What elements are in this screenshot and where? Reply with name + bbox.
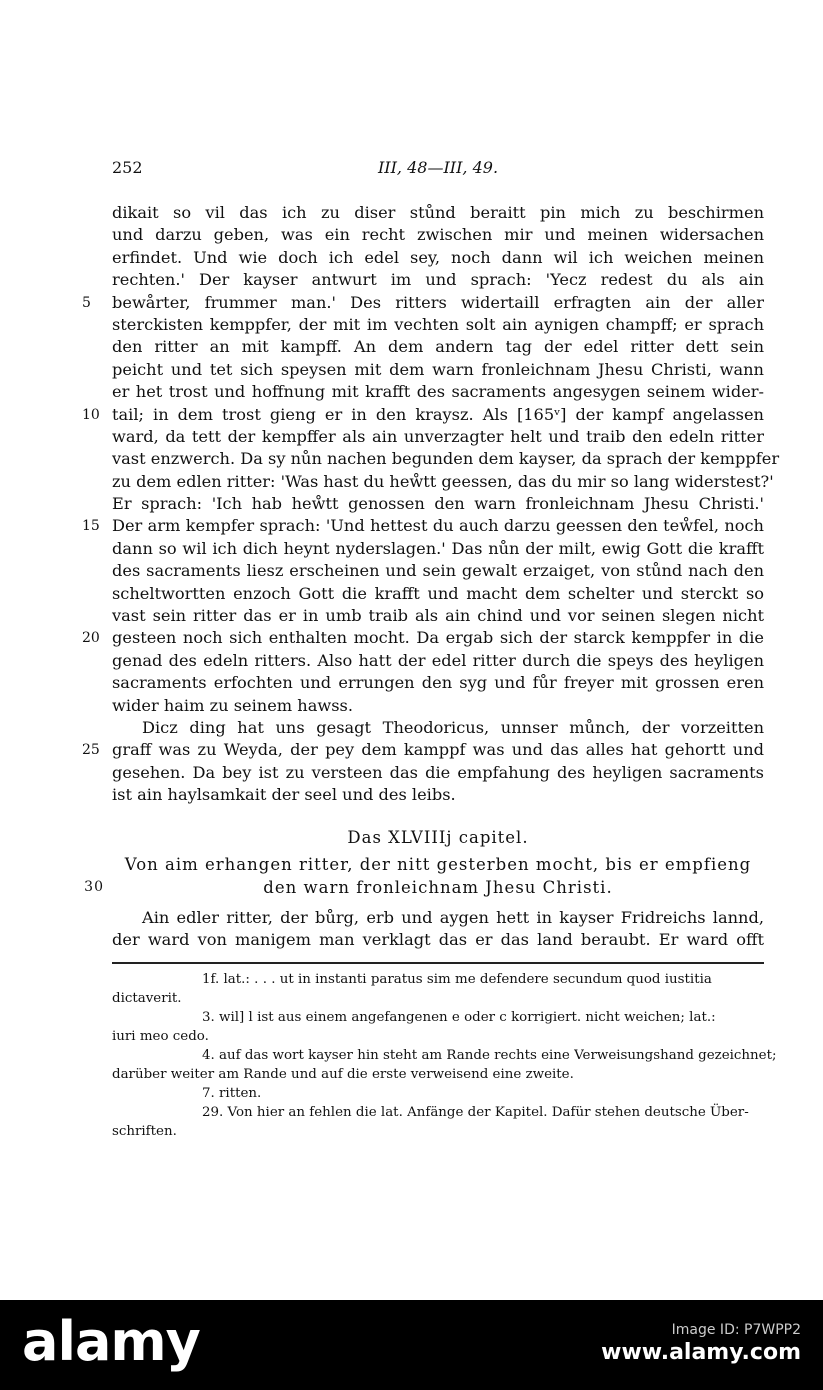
line-text: den ritter an mit kampff. An dem andern tag der edel ritter dett sein (112, 337, 764, 357)
line-text: dann so wil ich dich heynt nyderslagen.' Das nůn der milt, ewig Gott die krafft (112, 538, 764, 558)
text-line (82, 292, 764, 314)
line-text: der ward von manigem man verklagt das er das land beraubt. Er ward offt (112, 929, 764, 949)
footnote-continuation: schriften. (112, 1124, 177, 1139)
text-line (112, 247, 764, 269)
line-text: gesehen. Da bey ist zu versteen das die empfahung des heyligen sacraments (112, 762, 764, 782)
text-line (112, 695, 764, 717)
text-line (112, 717, 764, 739)
text-line (112, 202, 764, 224)
line-text: vast enzwerch. Da sy nůn nachen begunden dem kayser, da sprach der kemppfer (112, 449, 780, 469)
page-header (112, 158, 764, 182)
footnote-first-line: 1f. lat.: . . . ut in instanti paratus sim me defendere secundum quod iustitia (202, 972, 712, 987)
line-text: Dicz ding hat uns gesagt Theodoricus, unnser můnch, der vorzeitten (142, 717, 764, 737)
text-line (112, 336, 764, 358)
chapter-heading: Das XLVIIIj capitel. (347, 827, 529, 847)
text-line (112, 583, 764, 605)
footnote-continuation: iuri meo cedo. (112, 1029, 209, 1044)
line-text: er het trost und hoffnung mit krafft des sacraments angesygen seinem wider- (112, 382, 764, 402)
line-number: 30 (84, 878, 104, 895)
line-text: ist ain haylsamkait der seel und des leibs. (112, 785, 456, 805)
line-text: Der arm kempfer sprach: 'Und hettest du auch darzu geessen den teẘfel, noch (112, 516, 764, 536)
line-text: ward, da tett der kempffer als ain unverzagter helt und traib den edeln ritter (112, 426, 764, 446)
footnote-first-line: 29. Von hier an fehlen die lat. Anfänge der Kapitel. Dafür stehen deutsche Über- (202, 1105, 749, 1120)
text-line (112, 269, 764, 291)
line-number: 5 (82, 294, 91, 311)
watermark-banner (0, 1300, 823, 1390)
running-title: III, 48—III, 49. (377, 158, 499, 177)
text-line (112, 762, 764, 784)
line-number: 25 (82, 742, 100, 759)
text-line (82, 515, 764, 537)
footnote-continuation: darüber weiter am Rande und auf die erste verweisend eine zweite. (112, 1067, 574, 1082)
line-text: zu dem edlen ritter: 'Was hast du heẘtt geessen, das du mir so lang widerstest?' (112, 471, 774, 491)
text-line (82, 627, 764, 649)
line-number: 10 (82, 406, 100, 423)
line-text: rechten.' Der kayser antwurt im und sprach: 'Yecz redest du als ain (112, 270, 764, 290)
banner-info (601, 1322, 801, 1365)
line-text: Ain edler ritter, der bůrg, erb und aygen hett in kayser Fridreichs lannd, (142, 907, 764, 927)
footnote-first-line: 3. wil] l ist aus einem angefangenen e oder c korrigiert. nicht weichen; lat.: (202, 1010, 716, 1025)
footnote (112, 1008, 764, 1046)
line-text: sacraments erfochten und errungen den syg und fůr freyer mit grossen eren (112, 673, 764, 693)
line-text: genad des edeln ritters. Also hatt der edel ritter durch die speys des heyligen (112, 650, 764, 670)
line-text: und darzu geben, was ein recht zwischen mir und meinen widersachen (112, 225, 764, 245)
footnote (112, 1103, 764, 1141)
footnote-first-line: 4. auf das wort kayser hin steht am Rande rechts eine Verweisungshand gezeichnet; (202, 1048, 777, 1063)
line-text: den warn fronleichnam Jhesu Christi. (263, 877, 613, 897)
text-line (112, 224, 764, 246)
text-line (112, 650, 764, 672)
line-text: tail; in dem trost gieng er in den kraysz. Als [165ᵛ] der kampf angelassen (112, 404, 764, 424)
line-number: 15 (82, 518, 100, 535)
text-line (112, 448, 780, 470)
footnotes (112, 970, 777, 1141)
chapter-subtitle-line: Von aim erhangen ritter, der nitt gesterben mocht, bis er empfieng (124, 854, 752, 874)
footnote (112, 970, 764, 1008)
line-number: 20 (82, 630, 100, 647)
text-line (112, 314, 764, 336)
chapter-subtitle-line (84, 876, 764, 899)
text-line (112, 605, 764, 627)
page-number: 252 (112, 158, 143, 177)
text-line (112, 493, 764, 515)
line-text: dikait so vil das ich zu diser stůnd beraitt pin mich zu beschirmen (112, 203, 764, 222)
text-line (82, 739, 764, 761)
alamy-logo: alamy (22, 1310, 200, 1373)
text-line (112, 929, 764, 951)
footnote-divider (112, 962, 764, 964)
line-text: des sacraments liesz erscheinen und sein gewalt erzaiget, von stůnd nach den (112, 561, 764, 581)
text-line (112, 560, 764, 582)
line-text: gesteen noch sich enthalten mocht. Da ergab sich der starck kemppfer in die (112, 628, 764, 648)
banner-url: www.alamy.com (601, 1340, 801, 1365)
line-text: wider haim zu seinem hawss. (112, 695, 353, 715)
line-text: graff was zu Weyda, der pey dem kamppf was und das alles hat gehortt und (112, 740, 764, 760)
text-line (82, 404, 764, 426)
text-line (112, 907, 764, 929)
text-line (112, 359, 764, 381)
line-text: Er sprach: 'Ich hab heẘtt genossen den warn fronleichnam Jhesu Christi.' (112, 494, 764, 514)
line-text: erfindet. Und wie doch ich edel sey, noch dann wil ich weichen meinen (112, 247, 764, 267)
footnote (112, 1084, 764, 1103)
footnote (112, 1046, 777, 1084)
text-line (112, 426, 764, 448)
body-text (82, 202, 780, 951)
image-id: Image ID: P7WPP2 (671, 1322, 801, 1338)
text-line (112, 538, 764, 560)
footnote-continuation: dictaverit. (112, 991, 182, 1006)
text-line (112, 471, 774, 493)
line-text: scheltwortten enzoch Gott die krafft und macht dem schelter und sterckt so (112, 583, 764, 603)
line-text: sterckisten kemppfer, der mit im vechten solt ain aynigen champff; er sprach (112, 314, 764, 334)
text-line (112, 672, 764, 694)
line-text: vast sein ritter das er in umb traib als ain chind und vor seinen slegen nicht (112, 606, 764, 626)
line-text: bewårter, frummer man.' Des ritters widertaill erfragten ain der aller (112, 292, 764, 312)
text-line (112, 381, 764, 403)
footnote-first-line: 7. ritten. (202, 1086, 262, 1101)
line-text: peicht und tet sich speysen mit dem warn fronleichnam Jhesu Christi, wann (112, 359, 764, 379)
text-line (112, 784, 764, 806)
